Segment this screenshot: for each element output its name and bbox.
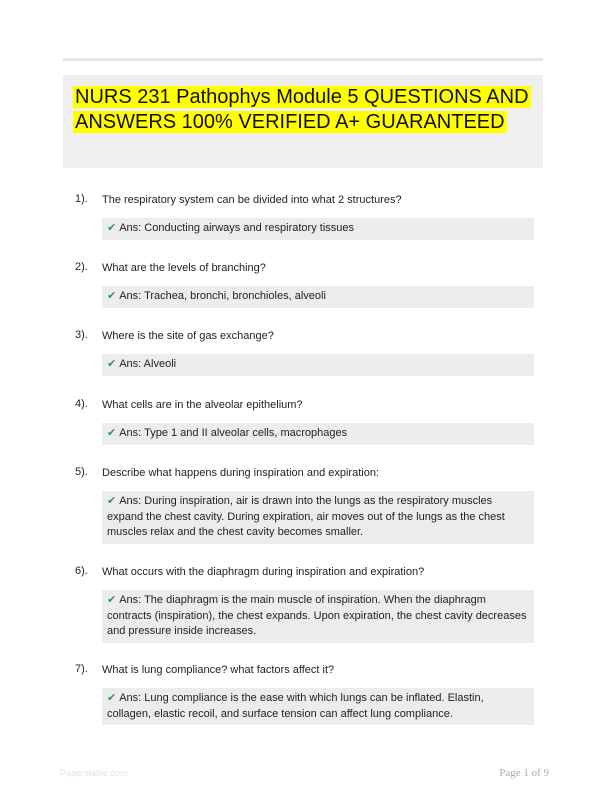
question-text: Where is the site of gas exchange? <box>102 330 274 342</box>
top-divider <box>63 58 543 61</box>
answer-text: Ans: Type 1 and II alveolar cells, macrophages <box>119 427 348 439</box>
question-number: 7). <box>75 663 88 675</box>
answer-box <box>102 423 534 445</box>
question-text: What are the levels of branching? <box>102 262 266 274</box>
check-icon: ✔ <box>107 427 117 439</box>
question-number: 5). <box>75 466 88 478</box>
answer-box <box>102 286 534 308</box>
question-text: What occurs with the diaphragm during inspiration and expiration? <box>102 566 425 578</box>
question-text: What cells are in the alveolar epithelium? <box>102 399 303 411</box>
document-title-text: NURS 231 Pathophys Module 5 QUESTIONS AND ANSWERS 100% VERIFIED A+ GUARANTEED <box>75 86 529 133</box>
question-text: Describe what happens during inspiration and expiration: <box>102 467 380 479</box>
answer-text: Ans: Alveoli <box>119 358 177 370</box>
document-title <box>73 85 533 135</box>
answer-box <box>102 218 534 240</box>
answer-text: Ans: Trachea, bronchi, bronchioles, alveoli <box>119 290 326 302</box>
check-icon: ✔ <box>107 692 117 704</box>
answer-box <box>102 354 534 376</box>
question-number: 4). <box>75 398 88 410</box>
question-text: The respiratory system can be divided into what 2 structures? <box>102 194 402 206</box>
check-icon: ✔ <box>107 495 117 507</box>
answer-box <box>102 688 534 725</box>
answer-text: Ans: The diaphragm is the main muscle of inspiration. When the diaphragm contracts (inspiration), the chest expands. Upon expiration, the chest cavity decreases and pressure inside increases. <box>107 594 527 637</box>
question-number: 1). <box>75 193 88 205</box>
check-icon: ✔ <box>107 358 117 370</box>
page-number: Page 1 of 9 <box>499 767 549 779</box>
answer-text: Ans: Lung compliance is the ease with which lungs can be inflated. Elastin, collagen, elastic recoil, and surface tension can affect lung compliance. <box>107 692 484 720</box>
check-icon: ✔ <box>107 222 117 234</box>
answer-box <box>102 590 534 643</box>
answer-text: Ans: Conducting airways and respiratory tissues <box>119 222 354 234</box>
watermark: Paperstable.com <box>60 768 128 778</box>
question-number: 2). <box>75 261 88 273</box>
answer-text: Ans: During inspiration, air is drawn into the lungs as the respiratory muscles expand the chest cavity. During expiration, air moves out of the lungs as the chest muscles relax and the chest cavity becomes smaller. <box>107 495 505 538</box>
check-icon: ✔ <box>107 594 117 606</box>
question-number: 6). <box>75 565 88 577</box>
question-number: 3). <box>75 329 88 341</box>
title-banner <box>63 75 543 168</box>
check-icon: ✔ <box>107 290 117 302</box>
question-text: What is lung compliance? what factors affect it? <box>102 664 335 676</box>
answer-box <box>102 491 534 544</box>
